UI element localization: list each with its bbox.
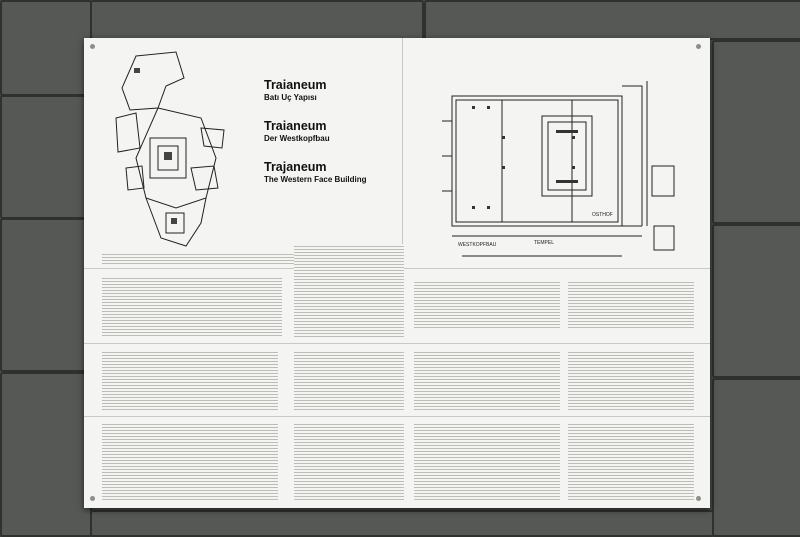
wall-stone <box>0 218 92 372</box>
wall-stone <box>0 372 92 537</box>
sign-bolt <box>696 496 701 501</box>
subtitle-german: Der Westkopfbau <box>264 134 330 143</box>
text-paragraph-english <box>102 422 278 500</box>
plan-label-osthof: OSTHOF <box>592 212 613 218</box>
wall-stone <box>424 0 800 40</box>
plan-label-westkopfbau: WESTKOPFBAU <box>458 242 497 248</box>
wall-stone <box>0 0 92 96</box>
title-german: Traianeum <box>264 119 327 133</box>
sign-bolt <box>90 496 95 501</box>
subtitle-turkish: Batı Uç Yapısı <box>264 93 317 102</box>
subtitle-english: The Western Face Building <box>264 175 367 184</box>
title-english: Trajaneum <box>264 160 327 174</box>
wall-stone <box>712 224 800 378</box>
text-paragraph-english <box>414 422 560 500</box>
sign-bolt <box>696 44 701 49</box>
text-paragraph-german <box>414 350 560 412</box>
wall-stone <box>712 40 800 224</box>
text-paragraph-english <box>294 422 404 500</box>
wall-stone <box>90 0 424 40</box>
text-paragraph-english <box>568 422 694 500</box>
text-paragraph-turkish <box>294 244 404 339</box>
text-paragraph-turkish <box>568 280 694 330</box>
text-paragraph-turkish <box>102 276 282 338</box>
wall-stone <box>712 378 800 537</box>
wall-stone <box>0 95 92 219</box>
panel-divider <box>84 416 710 417</box>
site-plan-small <box>106 48 234 253</box>
text-paragraph-turkish <box>414 280 560 330</box>
text-paragraph-german <box>102 350 278 412</box>
text-paragraph-german <box>568 350 694 412</box>
plan-label-tempel: TEMPEL <box>534 240 555 246</box>
floor-plan-large <box>442 76 692 266</box>
information-sign <box>84 38 710 508</box>
sign-bolt <box>90 44 95 49</box>
panel-divider <box>84 343 710 344</box>
text-paragraph-german <box>294 350 404 412</box>
sign-title-block <box>264 78 404 201</box>
title-turkish: Traianeum <box>264 78 327 92</box>
